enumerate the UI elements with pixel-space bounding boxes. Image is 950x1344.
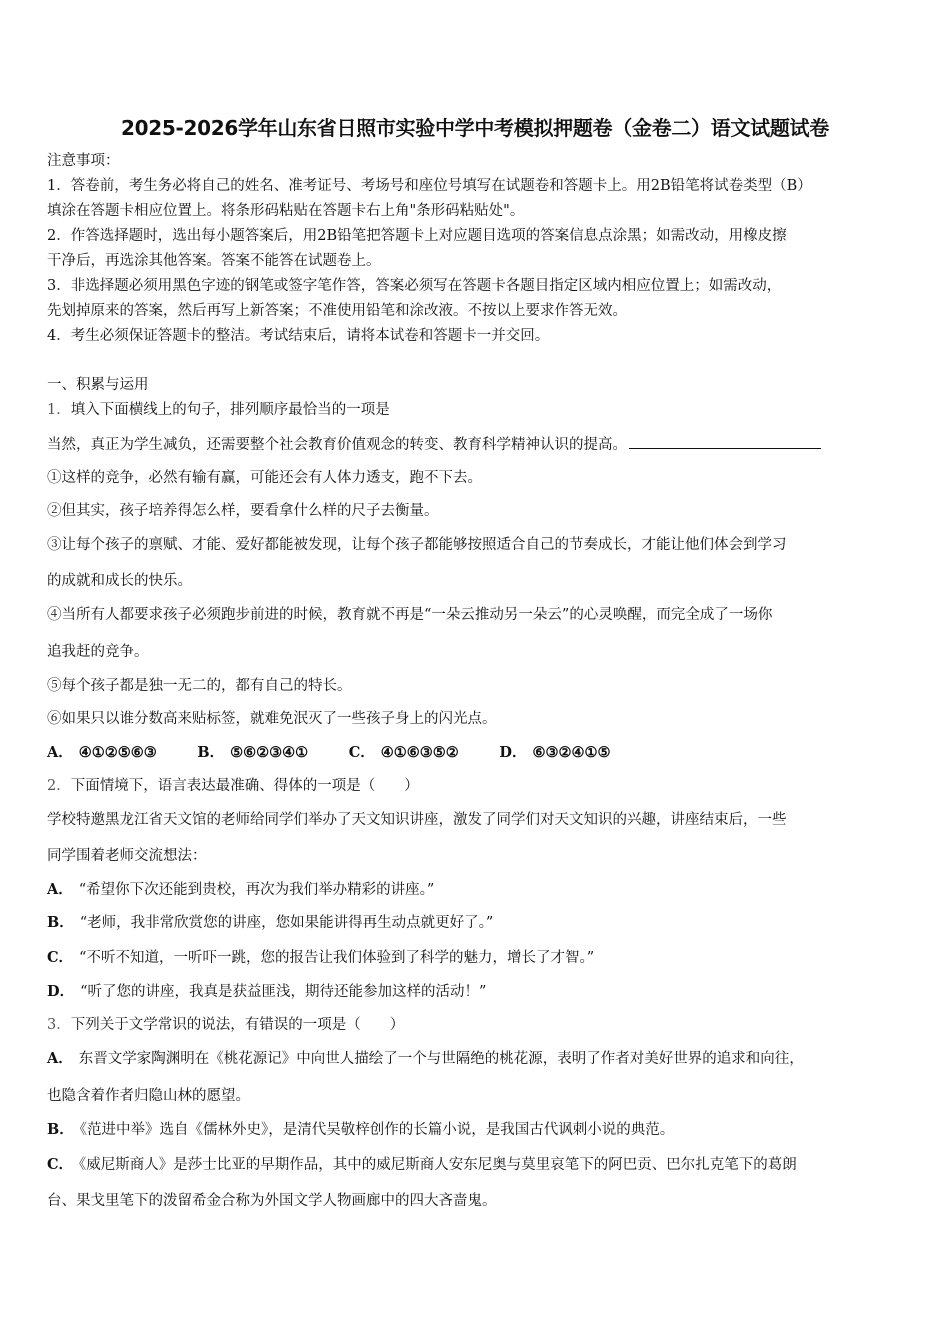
option-text: “听了您的讲座，我真是获益匪浅，期待还能参加这样的活动！” xyxy=(80,984,487,1000)
question-1-item: ⑥如果只以谁分数高来贴标签，就难免泯灭了一些孩子身上的闪光点。 xyxy=(47,711,497,727)
option-b[interactable] xyxy=(197,743,308,763)
question-1-item: 的成就和成长的快乐。 xyxy=(47,573,192,589)
notes-line: 干净后，再选涂其他答案。答案不能答在试题卷上。 xyxy=(47,253,381,269)
question-number: 3． xyxy=(47,1017,71,1033)
question-text: 下列关于文学常识的说法，有错误的一项是（ ） xyxy=(70,1017,405,1033)
option-b[interactable] xyxy=(47,1120,674,1140)
section-heading: 一、积累与运用 xyxy=(47,377,149,393)
option-text: ⑥③②④①⑤ xyxy=(532,744,611,761)
option-text: 东晋文学家陶渊明在《桃花源记》中向世人描绘了一个与世隔绝的桃花源，表明了作者对美好世界的追求和向往， xyxy=(78,1051,804,1067)
page-title: 2025-2026学年山东省日照市实验中学中考模拟押题卷（金卷二）语文试题试卷 xyxy=(121,116,829,140)
question-number: 2． xyxy=(47,778,71,794)
notes-line: 4．考生必须保证答题卡的整洁。考试结束后，请将本试卷和答题卡一并交回。 xyxy=(47,328,550,344)
notes-line: 2．作答选择题时，选出每小题答案后，用2B铅笔把答题卡上对应题目选项的答案信息点涂黑；如需改动，用橡皮擦 xyxy=(47,228,787,244)
option-a[interactable] xyxy=(47,743,157,763)
question-1-item: ①这样的竞争，必然有输有赢，可能还会有人体力透支，跑不下去。 xyxy=(47,470,482,486)
option-letter: D． xyxy=(47,983,75,1000)
question-1-item: ⑤每个孩子都是独一无二的，都有自己的特长。 xyxy=(47,678,352,694)
option-c[interactable] xyxy=(349,743,459,763)
option-text: ④①⑥③⑤② xyxy=(380,744,459,761)
option-text: 《范进中举》选自《儒林外史》，是清代吴敬梓创作的长篇小说，是我国古代讽刺小说的典范。 xyxy=(79,1122,675,1138)
question-2-context: 学校特邀黑龙江省天文馆的老师给同学们举办了天文知识讲座，激发了同学们对天文知识的兴趣，讲座结束后，一些 xyxy=(47,812,787,828)
question-3-stem xyxy=(47,1015,404,1035)
option-a[interactable] xyxy=(47,1049,804,1069)
notes-heading: 注意事项： xyxy=(47,153,120,169)
question-text: 下面情境下，语言表达最准确、得体的一项是（ ） xyxy=(70,778,419,794)
option-text: “不听不知道，一听吓一跳，您的报告让我们体验到了科学的魅力，增长了才智。” xyxy=(79,950,595,966)
question-text: 填入下面横线上的句子，排列顺序最恰当的一项是 xyxy=(70,402,390,418)
option-letter: B． xyxy=(47,1121,74,1138)
notes-line: 填涂在答题卡相应位置上。将条形码粘贴在答题卡右上角"条形码粘贴处"。 xyxy=(47,203,525,219)
question-1-item: 追我赶的竞争。 xyxy=(47,644,149,660)
option-letter: A． xyxy=(47,744,73,761)
question-1-options xyxy=(47,743,646,763)
option-text: ⑤⑥②③④① xyxy=(230,744,309,761)
option-letter: D． xyxy=(499,744,527,761)
question-number: 1． xyxy=(47,402,71,418)
option-a-continued: 也隐含着作者归隐山林的愿望。 xyxy=(47,1088,250,1104)
option-text: “希望你下次还能到贵校，再次为我们举办精彩的讲座。” xyxy=(78,882,435,898)
question-1-item: ③让每个孩子的禀赋、才能、爱好都能被发现，让每个孩子都能够按照适合自己的节奏成长，才能让他们体会到学习 xyxy=(47,537,787,553)
option-text: “老师，我非常欣赏您的讲座，您如果能讲得再生动点就更好了。” xyxy=(79,915,494,931)
question-2-stem xyxy=(47,776,419,796)
option-b[interactable] xyxy=(47,913,493,933)
notes-line: 1．答卷前，考生务必将自己的姓名、准考证号、考场号和座位号填写在试题卷和答题卡上。用2B铅笔将试卷类型（B） xyxy=(47,178,812,194)
option-d[interactable] xyxy=(499,743,610,763)
lead-text: 当然，真正为学生减负，还需要整个社会教育价值观念的转变、教育科学精神认识的提高。 xyxy=(47,437,627,453)
question-1-stem xyxy=(47,400,390,420)
option-c[interactable] xyxy=(47,948,594,968)
option-letter: A． xyxy=(47,881,73,898)
option-c[interactable] xyxy=(47,1155,797,1175)
question-2-context: 同学围着老师交流想法： xyxy=(47,848,207,864)
option-letter: C． xyxy=(47,949,74,966)
option-c-continued: 台、果戈里笔下的泼留希金合称为外国文学人物画廊中的四大吝啬鬼。 xyxy=(47,1193,497,1209)
question-1-item: ②但其实，孩子培养得怎么样，要看拿什么样的尺子去衡量。 xyxy=(47,503,439,519)
option-a[interactable] xyxy=(47,880,434,900)
question-1-item: ④当所有人都要求孩子必须跑步前进的时候，教育就不再是“一朵云推动另一朵云”的心灵唤醒，而完全成了一场你 xyxy=(47,607,773,623)
option-text: ④①②⑤⑥③ xyxy=(78,744,157,761)
option-text: 《威尼斯商人》是莎士比亚的早期作品，其中的威尼斯商人安东尼奥与莫里哀笔下的阿巴贡、巴尔扎克笔下的葛朗 xyxy=(79,1157,797,1173)
option-letter: C． xyxy=(348,744,375,761)
option-letter: B． xyxy=(47,914,74,931)
answer-blank xyxy=(629,434,821,449)
notes-line: 先划掉原来的答案，然后再写上新答案；不准使用铅笔和涂改液。不按以上要求作答无效。 xyxy=(47,303,627,319)
option-d[interactable] xyxy=(47,982,486,1002)
option-letter: B． xyxy=(197,744,225,761)
option-letter: A． xyxy=(47,1050,73,1067)
notes-line: 3．非选择题必须用黑色字迹的钢笔或签字笔作答，答案必须写在答题卡各题目指定区域内相应位置上；如需改动， xyxy=(47,278,782,294)
option-letter: C． xyxy=(47,1156,74,1173)
question-1-lead xyxy=(47,434,821,455)
